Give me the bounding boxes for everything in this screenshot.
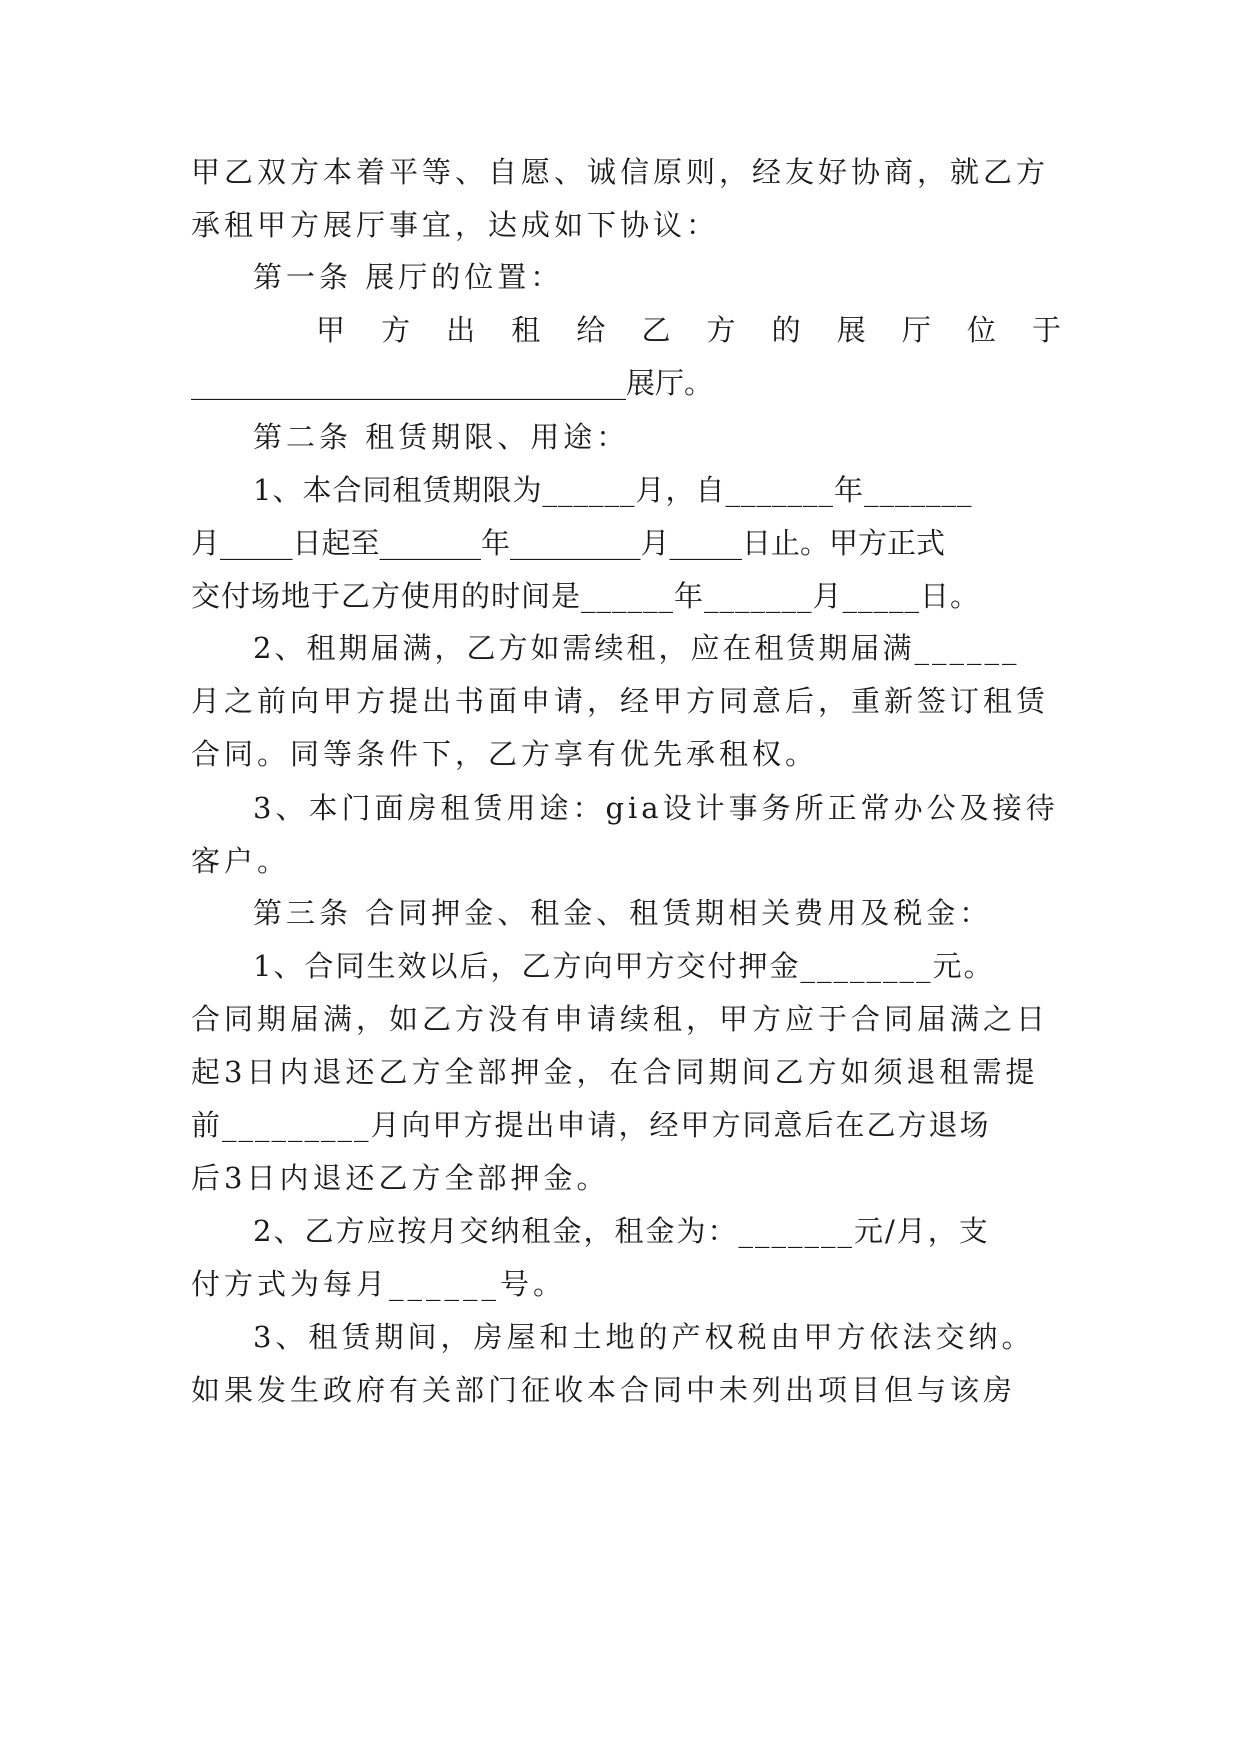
body-text-line: 甲乙双方本着平等、自愿、诚信原则，经友好协商，就乙方 [191,155,1050,189]
article-heading: 第一条 展厅的位置： [253,260,564,294]
body-text-line: 如果发生政府有关部门征收本合同中未列出项目但与该房 [191,1373,1017,1407]
body-text-line: ______________________________展厅。 [191,366,714,400]
body-text-line: 3、租赁期间，房屋和土地的产权税由甲方依法交纳。 [253,1320,1035,1354]
article-heading: 第二条 租赁期限、用途： [253,420,630,454]
body-text-line: 起3日内退还乙方全部押金，在合同期间乙方如须退租需提 [191,1055,1039,1089]
body-text-line: 月_____日起至_______年_________月_____日止。甲方正式 [191,526,946,560]
body-text-line: 2、租期届满，乙方如需续租，应在租赁期届满______ [253,631,1020,665]
body-text-line: 前_________月向甲方提出申请，经甲方同意后在乙方退场 [191,1108,991,1142]
body-text-line: 1、合同生效以后，乙方向甲方交付押金________元。 [253,949,995,983]
body-text-line: 1、本合同租赁期限为______月，自_______年_______ [253,473,973,507]
body-text-line: 月之前向甲方提出书面申请，经甲方同意后，重新签订租赁 [191,684,1050,718]
body-text-line: 3、本门面房租赁用途：gia设计事务所正常办公及接待 [253,791,1059,825]
body-text-line: 交付场地于乙方使用的时间是______年_______月_____日。 [191,579,981,613]
body-text-line: 付方式为每月______号。 [191,1267,567,1301]
article-heading: 第三条 合同押金、租金、租赁期相关费用及税金： [253,896,993,930]
body-text-line: 客户。 [191,844,291,878]
body-text-line: 甲 方 出 租 给 乙 方 的 展 厅 位 于 [316,313,1061,347]
body-text-line: 合同。同等条件下，乙方享有优先承租权。 [191,737,819,771]
body-text-line: 2、乙方应按月交纳租金，租金为：_______元/月，支 [253,1214,990,1248]
body-text-line: 承租甲方展厅事宜，达成如下协议： [191,208,720,242]
body-text-line: 后3日内退还乙方全部押金。 [191,1161,610,1195]
body-text-line: 合同期届满，如乙方没有申请续租，甲方应于合同届满之日 [191,1002,1050,1036]
